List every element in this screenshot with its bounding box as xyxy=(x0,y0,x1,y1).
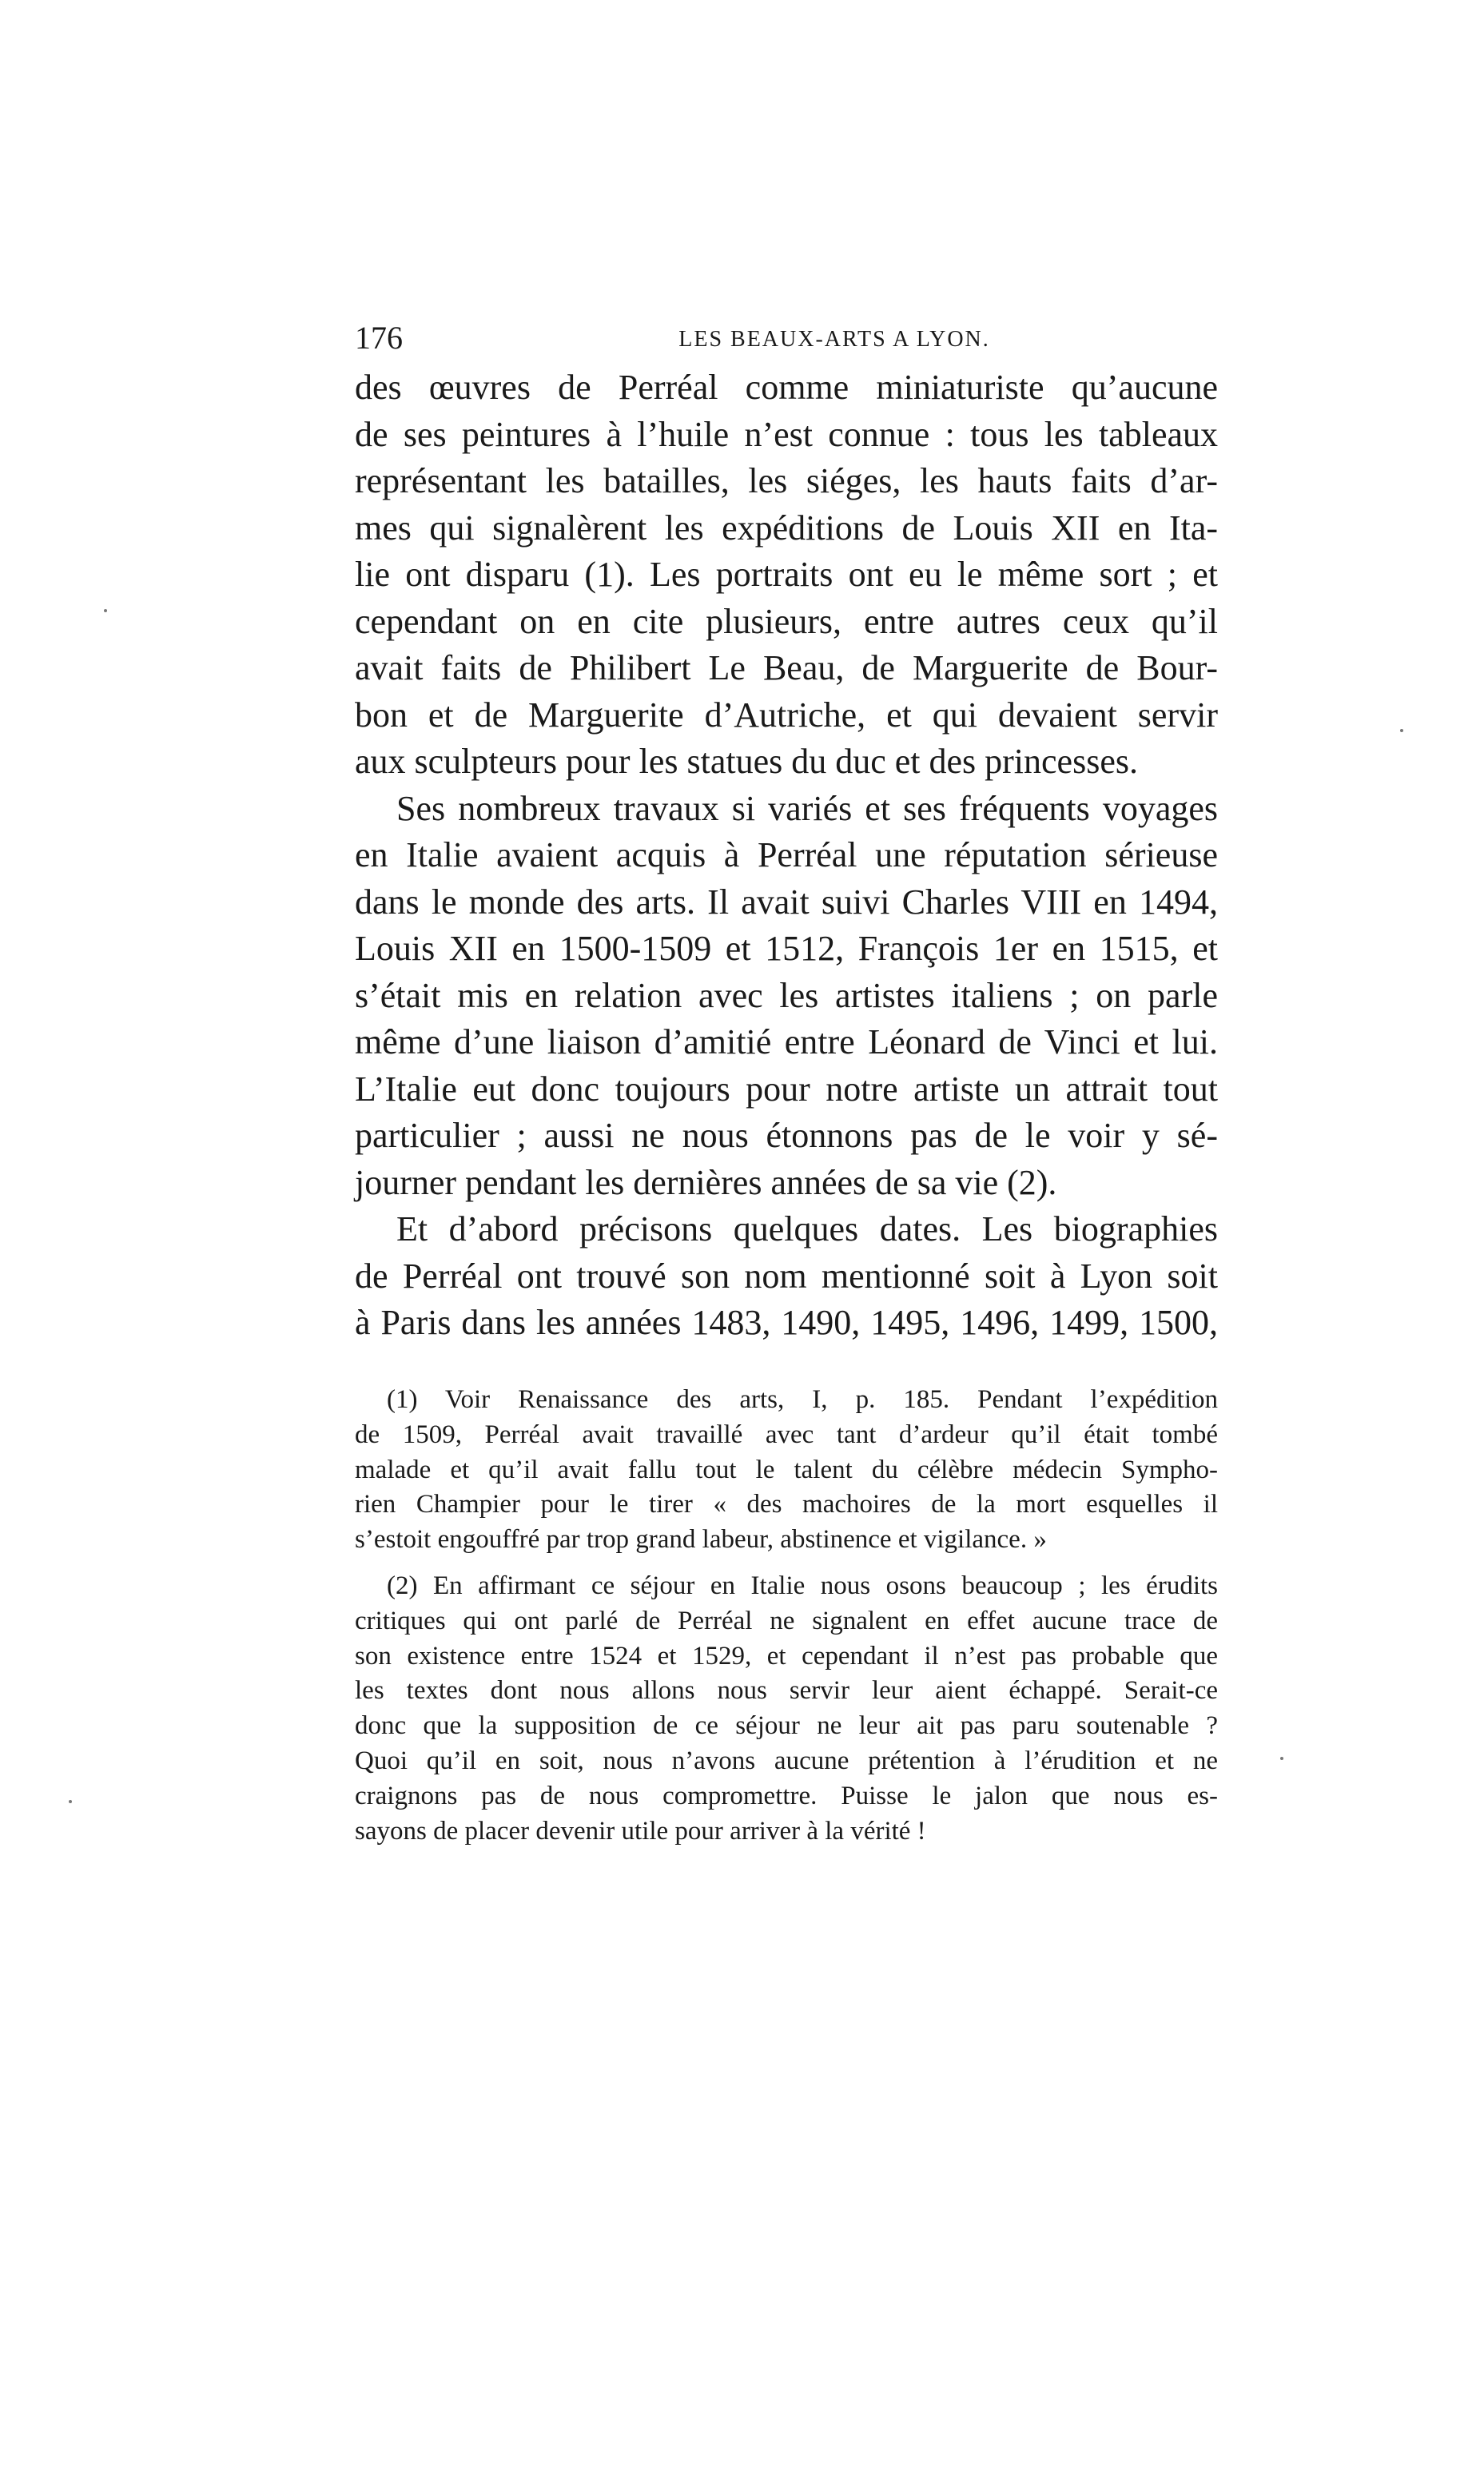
paragraph-start: Et d’abord précisons quelques dates. Les biographies xyxy=(396,1209,1218,1248)
text-line: lie ont disparu (1). Les portraits ont eu le même sort ; et xyxy=(355,555,1218,594)
text-line: de ses peintures à l’huile n’est connue : tous les tableaux xyxy=(355,414,1218,454)
paper-speck xyxy=(104,609,107,612)
text-line: de Perréal ont trouvé son nom mentionné soit à Lyon soit xyxy=(355,1256,1218,1296)
running-title: LES BEAUX-ARTS A LYON. xyxy=(678,327,990,352)
footnote-line: son existence entre 1524 et 1529, et cependant il n’est pas probable que xyxy=(355,1641,1218,1671)
text-line: Louis XII en 1500-1509 et 1512, François 1er en 1515, et xyxy=(355,929,1218,968)
text-line: en Italie avaient acquis à Perréal une réputation sérieuse xyxy=(355,835,1218,874)
text-line: cependant on en cite plusieurs, entre autres ceux qu’il xyxy=(355,601,1218,641)
main-text xyxy=(355,364,1218,1347)
footnote-line: critiques qui ont parlé de Perréal ne signalent en effet aucune trace de xyxy=(355,1606,1218,1635)
footnote-line: rien Champier pour le tirer « des machoires de la mort esquelles il xyxy=(355,1490,1218,1519)
footnote-2 xyxy=(355,1569,1218,1849)
footnote-line: (2) En affirmant ce séjour en Italie nous osons beaucoup ; les érudits xyxy=(387,1571,1218,1600)
footnote-line: Quoi qu’il en soit, nous n’avons aucune prétention à l’érudition et ne xyxy=(355,1746,1218,1775)
paper-speck xyxy=(1400,729,1403,732)
text-line: L’Italie eut donc toujours pour notre artiste un attrait tout xyxy=(355,1069,1218,1109)
text-line: bon et de Marguerite d’Autriche, et qui devaient servir xyxy=(355,695,1218,735)
text-line: même d’une liaison d’amitié entre Léonard de Vinci et lui. xyxy=(355,1022,1218,1061)
paper-speck xyxy=(69,1800,72,1803)
text-line: mes qui signalèrent les expéditions de Louis XII en Ita- xyxy=(355,508,1218,548)
text-line: s’était mis en relation avec les artistes italiens ; on parle xyxy=(355,975,1218,1015)
page-number: 176 xyxy=(355,320,403,356)
footnote-line: s’estoit engouffré par trop grand labeur, abstinence et vigilance. » xyxy=(355,1525,1047,1555)
page-header xyxy=(355,318,1218,358)
footnote-line: (1) Voir Renaissance des arts, I, p. 185. Pendant l’expédition xyxy=(387,1385,1218,1414)
text-line: journer pendant les dernières années de sa vie (2). xyxy=(355,1162,1057,1202)
text-line: à Paris dans les années 1483, 1490, 1495, 1496, 1499, 1500, xyxy=(355,1303,1218,1342)
text-line: aux sculpteurs pour les statues du duc et des princesses. xyxy=(355,742,1138,781)
footnote-line: sayons de placer devenir utile pour arriver à la vérité ! xyxy=(355,1816,926,1846)
text-line: dans le monde des arts. Il avait suivi Charles VIII en 1494, xyxy=(355,882,1218,922)
text-line: représentant les batailles, les siéges, les hauts faits d’ar- xyxy=(355,461,1218,500)
footnote-line: les textes dont nous allons nous servir leur aient échappé. Serait-ce xyxy=(355,1676,1218,1706)
footnote-line: de 1509, Perréal avait travaillé avec tant d’ardeur qu’il était tombé xyxy=(355,1420,1218,1449)
footnote-line: malade et qu’il avait fallu tout le talent du célèbre médecin Sympho- xyxy=(355,1455,1218,1484)
footnotes xyxy=(355,1383,1218,1849)
footnote-1 xyxy=(355,1383,1218,1558)
paragraph-start: Ses nombreux travaux si variés et ses fréquents voyages xyxy=(396,788,1218,828)
text-line: avait faits de Philibert Le Beau, de Marguerite de Bour- xyxy=(355,648,1218,687)
footnote-line: donc que la supposition de ce séjour ne leur ait pas paru soutenable ? xyxy=(355,1711,1218,1741)
paper-speck xyxy=(1280,1757,1283,1760)
text-line: des œuvres de Perréal comme miniaturiste qu’aucune xyxy=(355,368,1218,407)
footnote-line: craignons pas de nous compromettre. Puisse le jalon que nous es- xyxy=(355,1781,1218,1810)
text-line: particulier ; aussi ne nous étonnons pas de le voir y sé- xyxy=(355,1116,1218,1155)
